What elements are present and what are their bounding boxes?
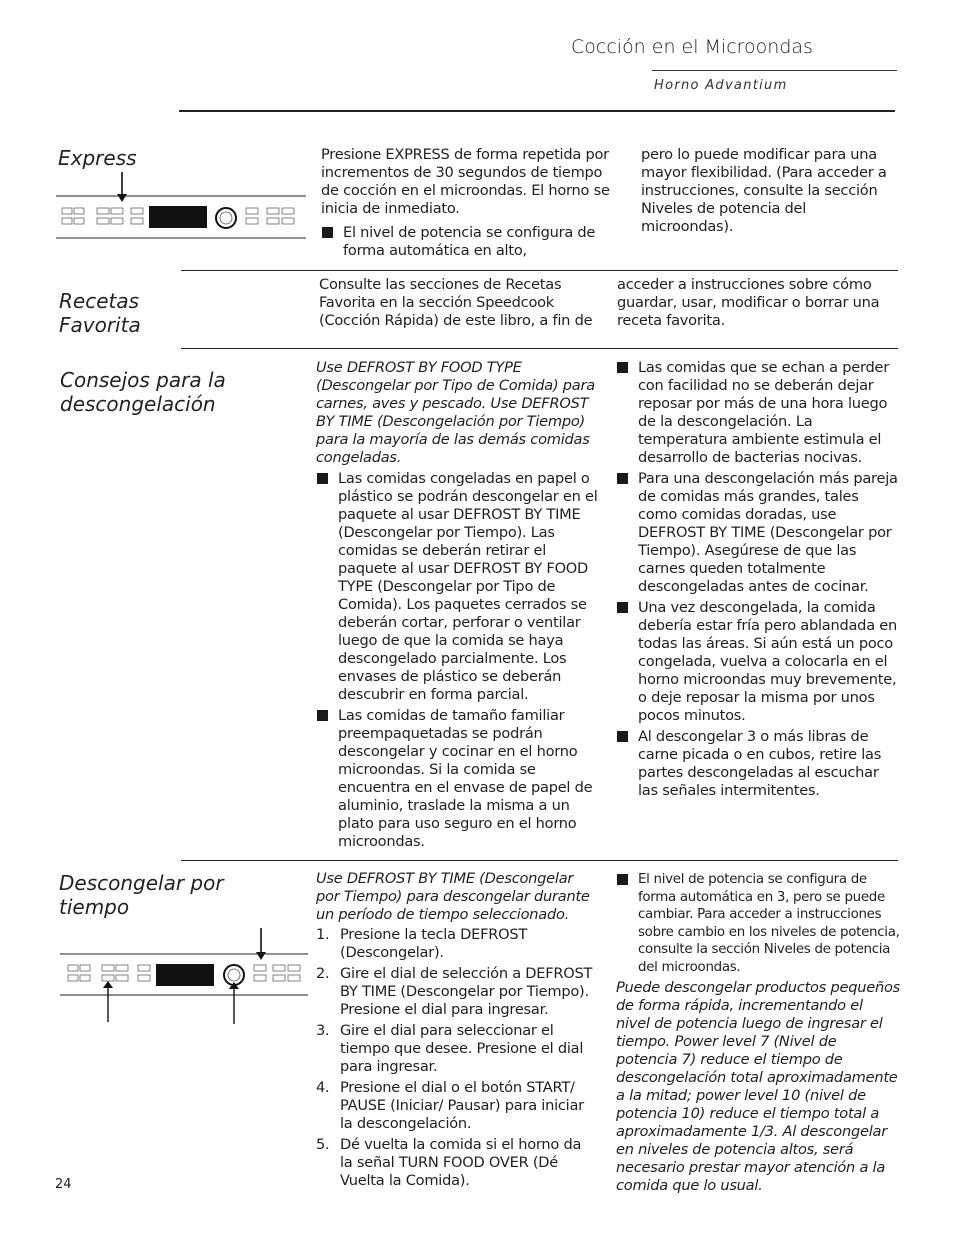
descongelar-intro: Use DEFROST BY TIME (Descongelar por Tiempo) para descongelar durante un período de tiempo seleccionado. (316, 870, 590, 923)
consejos-col2-bullet-2: Para una descongelación más pareja de comidas más grandes, tales como comidas doradas, use DEFROST BY TIME (Descongelar por Tiempo). Asegúrese de que las carnes queden totalmente descongeladas antes de cocinar. (616, 470, 898, 596)
step-number: 1. (316, 926, 330, 943)
section-divider-2 (181, 348, 898, 349)
step-number: 3. (316, 1022, 330, 1039)
step-text: Gire el dial para seleccionar el tiempo que desee. Presione el dial para ingresar. (340, 1022, 584, 1075)
descongelar-title-line1: Descongelar por (59, 871, 224, 895)
descongelar-step-3 (316, 1022, 598, 1076)
consejos-col2-bullet-1: Las comidas que se echan a perder con facilidad no se deberán dejar reposar por más de una hora luego de la descongelación. La temperatura ambiente estimula el desarrollo de bacterias nocivas. (616, 359, 898, 467)
consejos-col1-bullet-1: Las comidas congeladas en papel o plástico se podrán descongelar en el paquete al usar DEFROST BY TIME (Descongelar por Tiempo). Las comidas se deberán retirar el paquete al usar DEFROST BY FOOD TYPE (Descongelar por Tipo de Comida). Los paquetes cerrados se deberán cortar, perforar o ventilar luego de que la comida se haya descongelado parcialmente. Los envases de plástico se deberán descubrir en forma parcial. (316, 470, 602, 704)
recetas-title-line2: Favorita (59, 313, 141, 337)
step-number: 5. (316, 1136, 330, 1153)
consejos-col2-bullet-4: Al descongelar 3 o más libras de carne picada o en cubos, retire las partes descongeladas al escuchar las señales intermitentes. (616, 728, 898, 800)
header-rule (652, 70, 897, 71)
step-number: 2. (316, 965, 330, 982)
step-text: Dé vuelta la comida si el horno da la señal TURN FOOD OVER (Dé Vuelta la Comida). (340, 1136, 582, 1189)
express-col1 (321, 146, 611, 260)
descongelar-step-4 (316, 1079, 598, 1133)
page-header-subtitle: Horno Advantium (654, 78, 788, 93)
descongelar-col2 (616, 871, 900, 1195)
section-divider-1 (181, 270, 898, 271)
descongelar-step-5 (316, 1136, 598, 1190)
express-col2-text: pero lo puede modificar para una mayor flexibilidad. (Para acceder a instrucciones, consulte la sección Niveles de potencia del microondas). (641, 146, 887, 235)
recetas-title (59, 289, 141, 337)
consejos-title-line1: Consejos para la (60, 368, 226, 392)
step-text: Gire el dial de selección a DEFROST BY TIME (Descongelar por Tiempo). Presione el dial para ingresar. (340, 965, 593, 1018)
consejos-title-line2: descongelación (60, 392, 216, 416)
consejos-col1-bullet-2: Las comidas de tamaño familiar preempaquetadas se podrán descongelar y cocinar en el horno microondas. Si la comida se encuentra en el envase de papel de aluminio, traslade la misma a un plato para uso seguro en el horno microondas. (316, 707, 602, 851)
recetas-col1-text: Consulte las secciones de Recetas Favorita en la sección Speedcook (Cocción Rápida) de este libro, a fin de (319, 276, 593, 329)
consejos-intro: Use DEFROST BY FOOD TYPE (Descongelar por Tipo de Comida) para carnes, aves y pescado. Use DEFROST BY TIME (Descongelación por Tiempo) para la mayoría de las demás comidas congeladas. (316, 359, 595, 466)
consejos-col2 (616, 359, 898, 800)
step-text: Presione el dial o el botón START/ PAUSE (Iniciar/ Pausar) para iniciar la descongelación. (340, 1079, 584, 1132)
descongelar-col1 (316, 870, 598, 1190)
recetas-col1 (319, 276, 609, 330)
descongelar-title-line2: tiempo (59, 895, 130, 919)
express-col1-bullet: El nivel de potencia se configura de forma automática en alto, (321, 224, 611, 260)
step-number: 4. (316, 1079, 330, 1096)
consejos-title (60, 368, 226, 416)
express-col2 (641, 146, 896, 236)
descongelar-step-2 (316, 965, 598, 1019)
descongelar-step-1 (316, 926, 598, 962)
control-panel-illustration-express (56, 172, 308, 242)
step-text: Presione la tecla DEFROST (Descongelar). (340, 926, 528, 961)
express-title: Express (58, 146, 137, 170)
page-header-title: Cocción en el Microondas (571, 36, 813, 58)
section-divider-3 (181, 860, 898, 861)
descongelar-col2-bullet: El nivel de potencia se configura de forma automática en 3, pero se puede cambiar. Para acceder a instrucciones sobre cambio en los niveles de potencia, consulte la sección Niveles de potencia del microondas. (616, 871, 900, 977)
descongelar-col2-italic: Puede descongelar productos pequeños de forma rápida, incrementando el nivel de potencia luego de ingresar el tiempo. Power level 7 (Nivel de potencia 7) reduce el tiempo de descongelación total aproximadamente a la mitad; power level 10 (nivel de potencia 10) reduce el tiempo total a aproximadamente 1/3. Al descongelar en niveles de potencia altos, será necesario prestar mayor atención a la comida que lo usual. (616, 978, 900, 1194)
consejos-col2-bullet-3: Una vez descongelada, la comida debería estar fría pero ablandada en todas las áreas. Si aún está un poco congelada, vuelva a colocarla en el horno microondas muy brevemente, o deje reposar la misma por unos pocos minutos. (616, 599, 898, 725)
recetas-title-line1: Recetas (59, 289, 140, 313)
recetas-col2 (617, 276, 897, 330)
descongelar-title (59, 871, 224, 919)
consejos-col1 (316, 359, 602, 851)
header-divider (179, 110, 895, 112)
page-number: 24 (55, 1177, 72, 1192)
recetas-col2-text: acceder a instrucciones sobre cómo guardar, usar, modificar o borrar una receta favorita. (617, 276, 880, 329)
express-col1-text: Presione EXPRESS de forma repetida por incrementos de 30 segundos de tiempo de cocción en el microondas. El horno se inicia de inmediato. (321, 146, 610, 217)
control-panel-illustration-defrost (60, 928, 310, 1028)
